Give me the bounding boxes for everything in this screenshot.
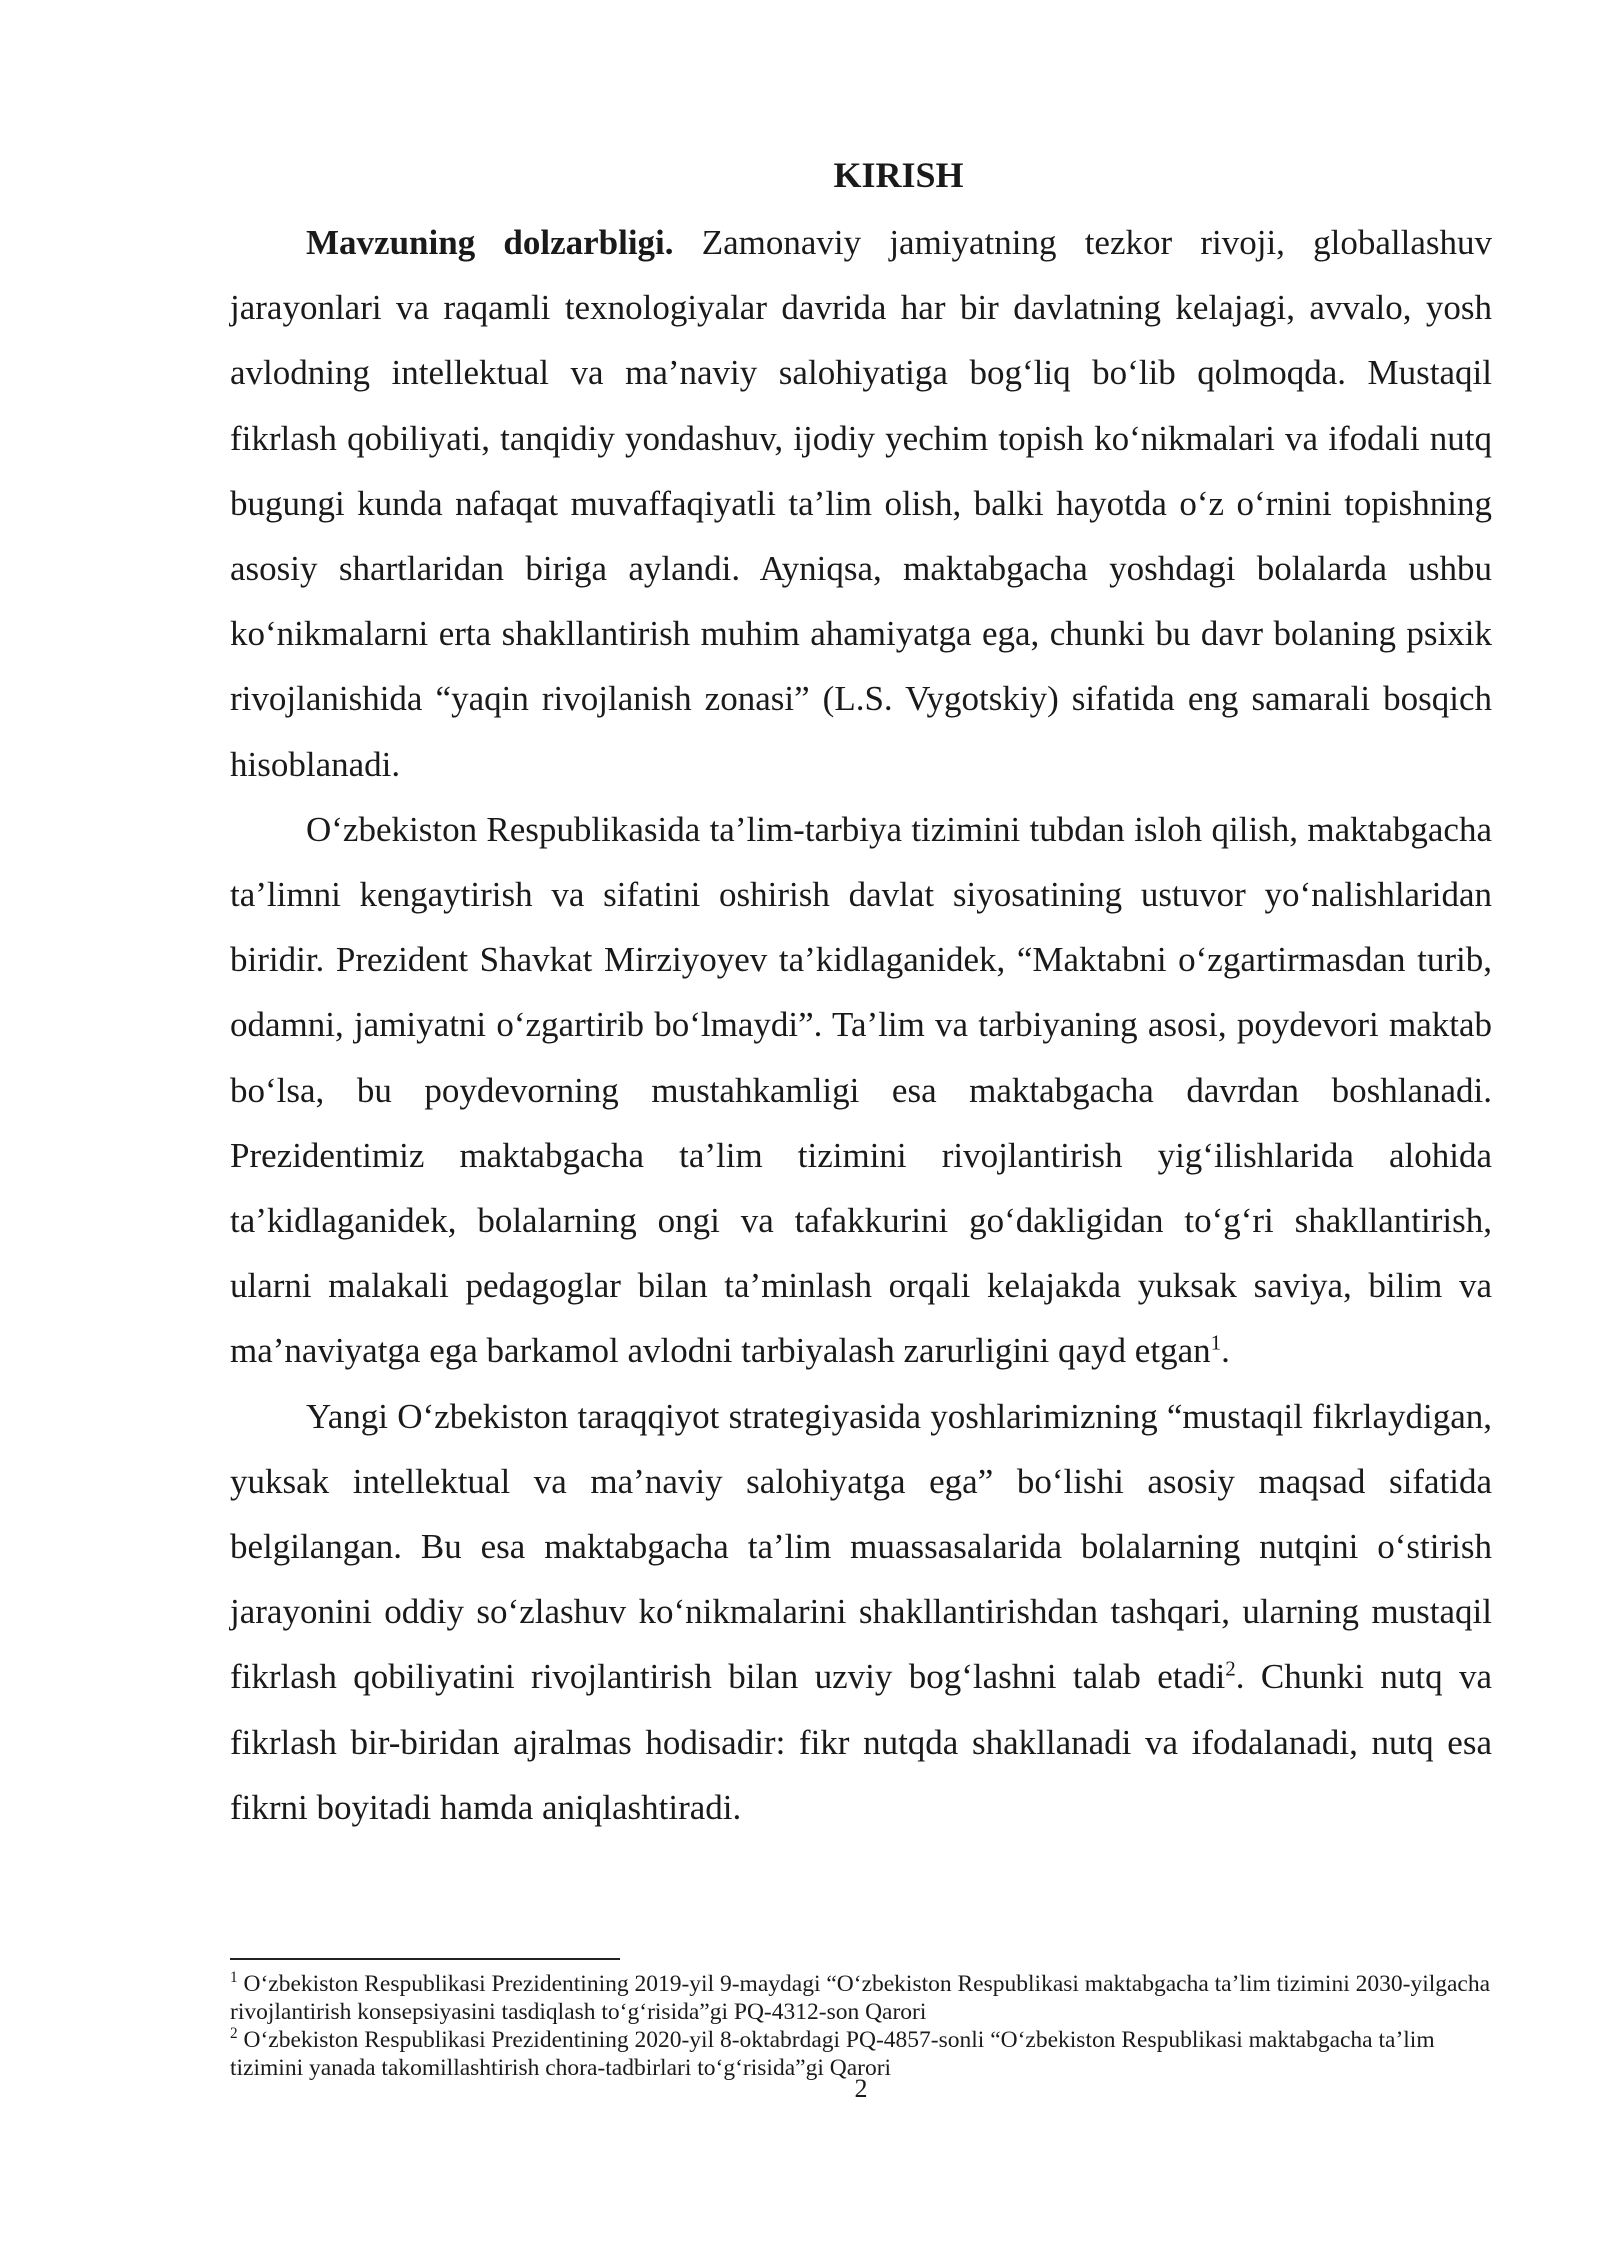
footnote-number: 2 — [230, 2025, 238, 2043]
paragraph-reform — [230, 797, 1492, 1384]
body-text — [230, 210, 1492, 1840]
footnote-reference[interactable]: 2 — [1225, 1656, 1236, 1681]
footnote-reference[interactable]: 1 — [1210, 1330, 1222, 1355]
footnote-number: 1 — [230, 1969, 238, 1987]
footnote-text: O‘zbekiston Respublikasi Prezidentining 2019-yil 9-maydagi “O‘zbekiston Respublikasi maktabgacha ta’lim tizimini 2030-yilgacha rivojlantirish konsepsiyasini tasdiqlash to‘g‘risida”gi PQ-4312-son Qarori — [230, 1971, 1491, 2025]
paragraph-tail: . Chunki nutq va fikrlash bir-biridan ajralmas hodisadir: fikr nutqda shakllanadi va ifodalanadi, nutq esa fikrni boyitadi hamda aniqlashtiradi. — [230, 1657, 1493, 1827]
footnotes — [230, 1970, 1492, 2082]
paragraph-strategy — [230, 1384, 1492, 1840]
paragraph-text: O‘zbekiston Respublikasida ta’lim-tarbiya tizimini tubdan isloh qilish, maktabgacha ta’limni kengaytirish va sifatini oshirish davlat siyosatining ustuvor yo‘nalishlaridan biridir. Prezident Shavkat Mirziyoyev ta’kidlaganidek, “Maktabni o‘zgartirmasdan turib, odamni, jamiyatni o‘zgartirib bo‘lmaydi”. Ta’lim va tarbiyaning asosi, poydevori maktab bo‘lsa, bu poydevorning mustahkamligi esa maktabgacha davrdan boshlanadi. Prezidentimiz maktabgacha ta’lim tizimini rivojlantirish yig‘ilishlarida alohida ta’kidlaganidek, bolalarning ongi va tafakkurini go‘dakligidan to‘g‘ri shakllantirish, ularni malakali pedagoglar bilan ta’minlash orqali kelajakda yuksak saviya, bilim va ma’naviyatga ega barkamol avlodni tarbiyalash zarurligini qayd etgan — [230, 809, 1492, 1371]
paragraph-relevance — [230, 210, 1492, 797]
paragraph-text: Yangi O‘zbekiston taraqqiyot strategiyasida yoshlarimizning “mustaqil fikrlaydigan, yuksak intellektual va ma’naviy salohiyatga ega” bo‘lishi asosiy maqsad sifatida belgilangan. Bu esa maktabgacha ta’lim muassasalarida bolalarning nutqini o‘stirish jarayonini oddiy so‘zlashuv ko‘nikmalarini shakllantirishdan tashqari, ularning mustaqil fikrlash qobiliyatini rivojlantirish bilan uzviy bog‘lashni talab etadi — [230, 1396, 1492, 1697]
footnote-text: O‘zbekiston Respublikasi Prezidentining 2020-yil 8-oktabrdagi PQ-4857-sonli “O‘zbekiston Respublikasi maktabgacha ta’lim tizimini yanada takomillashtirish chora-tadbirlari to‘g‘risida”gi Qarori — [230, 2027, 1435, 2081]
section-title: KIRISH — [833, 155, 964, 195]
page-number: 2 — [854, 2074, 868, 2103]
paragraph-lead: Mavzuning dolzarbligi. — [306, 223, 674, 262]
paragraph-tail: . — [1221, 1331, 1230, 1371]
footnote-separator — [230, 1958, 620, 1960]
paragraph-text: Zamonaviy jamiyatning tezkor rivoji, globallashuv jarayonlari va raqamli texnologiyalar davrida har bir davlatning kelajagi, avvalo, yosh avlodning intellektual va ma’naviy salohiyatiga bog‘liq bo‘lib qolmoqda. Mustaqil fikrlash qobiliyati, tanqidiy yondashuv, ijodiy yechim topish ko‘nikmalari va ifodali nutq bugungi kunda nafaqat muvaffaqiyatli ta’lim olish, balki hayotda o‘z o‘rnini topishning asosiy shartlaridan biriga aylandi. Ayniqsa, maktabgacha yoshdagi bolalarda ushbu ko‘nikmalarni erta shakllantirish muhim ahamiyatga ega, chunki bu davr bolaning psixik rivojlanishida “yaqin rivojlanish zonasi” (L.S. Vygotskiy) sifatida eng samarali bosqich hisoblanadi. — [230, 223, 1492, 784]
footnote-item — [230, 1970, 1492, 2026]
